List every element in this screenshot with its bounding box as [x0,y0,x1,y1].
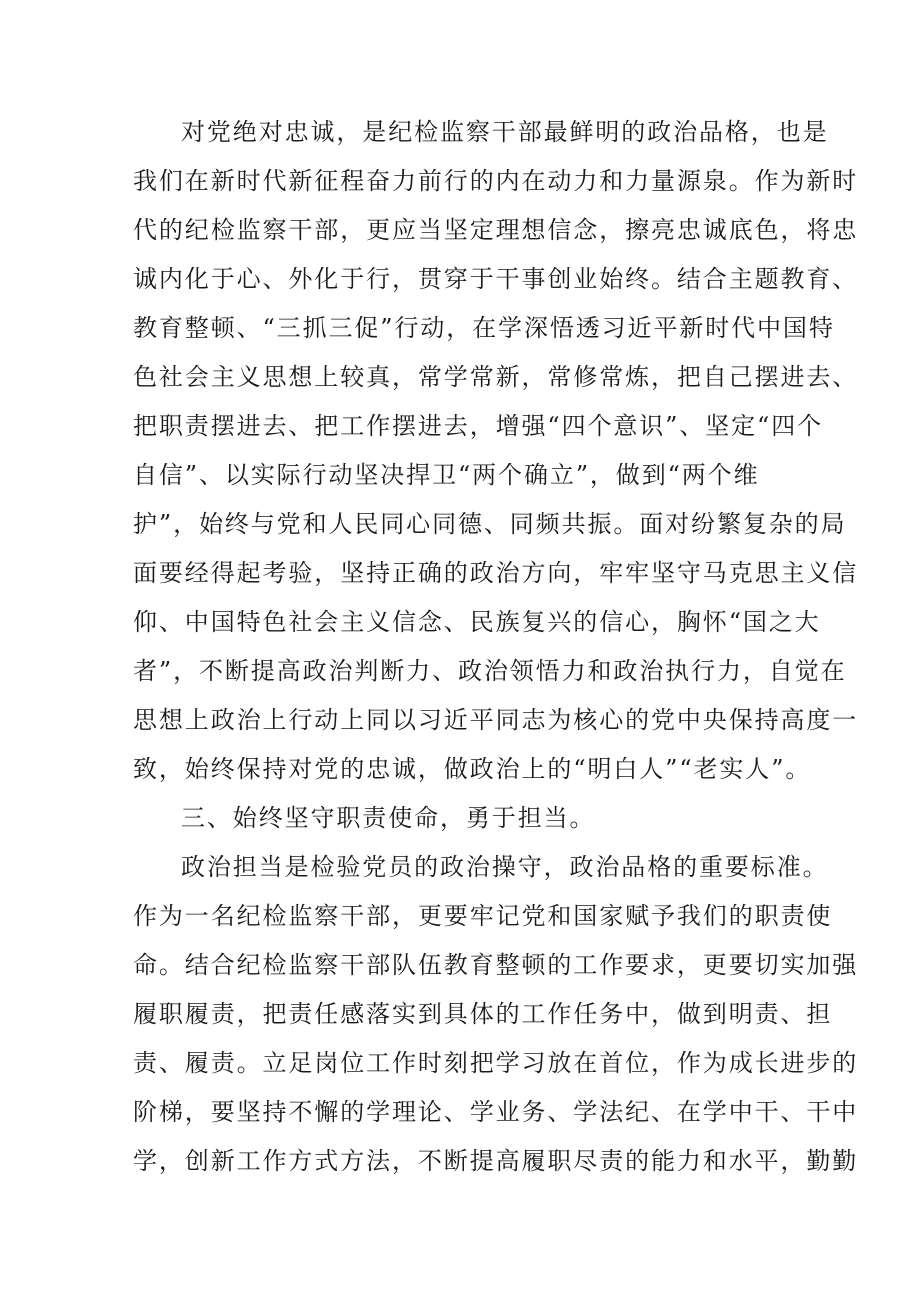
text-line: 面要经得起考验，坚持正确的政治方向，牢牢坚守马克思主义信 [133,559,859,587]
text-line: 阶梯，要坚持不懈的学理论、学业务、学法纪、在学中干、干中 [133,1098,859,1126]
text-line: 学，创新工作方式方法，不断提高履职尽责的能力和水平，勤勤 [133,1147,859,1175]
text-line: 教育整顿、“三抓三促”行动，在学深悟透习近平新时代中国特 [133,314,835,342]
text-line: 政治担当是检验党员的政治操守，政治品格的重要标准。 [181,853,829,881]
section-heading: 三、始终坚守职责使命，勇于担当。 [181,804,596,832]
text-line: 思想上政治上行动上同以习近平同志为核心的党中央保持高度一 [133,706,859,734]
text-line: 把职责摆进去、把工作摆进去，增强“四个意识”、坚定“四个 [133,412,824,440]
text-line: 仰、中国特色社会主义信念、民族复兴的信心，胸怀“国之大 [133,608,821,636]
text-line: 代的纪检监察干部，更应当坚定理想信念，擦亮忠诚底色，将忠 [133,216,859,244]
text-line: 致，始终保持对党的忠诚，做政治上的“明白人”“老实人”。 [133,755,812,783]
text-line: 对党绝对忠诚，是纪检监察干部最鲜明的政治品格，也是 [181,118,829,146]
text-line: 履职履责，把责任感落实到具体的工作任务中，做到明责、担 [133,1000,833,1028]
text-line: 自信”、以实际行动坚决捍卫“两个确立”，做到“两个维 [133,461,760,489]
text-line: 色社会主义思想上较真，常学常新，常修常炼，把自己摆进去、 [133,363,859,391]
text-line: 护”，始终与党和人民同心同德、同频共振。面对纷繁复杂的局 [133,510,847,538]
text-line: 者”，不断提高政治判断力、政治领悟力和政治执行力，自觉在 [133,657,847,685]
text-line: 诚内化于心、外化于行，贯穿于干事创业始终。结合主题教育、 [133,265,859,293]
text-line: 命。结合纪检监察干部队伍教育整顿的工作要求，更要切实加强 [133,951,859,979]
text-line: 我们在新时代新征程奋力前行的内在动力和力量源泉。作为新时 [133,167,859,195]
text-line: 作为一名纪检监察干部，更要牢记党和国家赋予我们的职责使 [133,902,833,930]
text-line: 责、履责。立足岗位工作时刻把学习放在首位，作为成长进步的 [133,1049,859,1077]
